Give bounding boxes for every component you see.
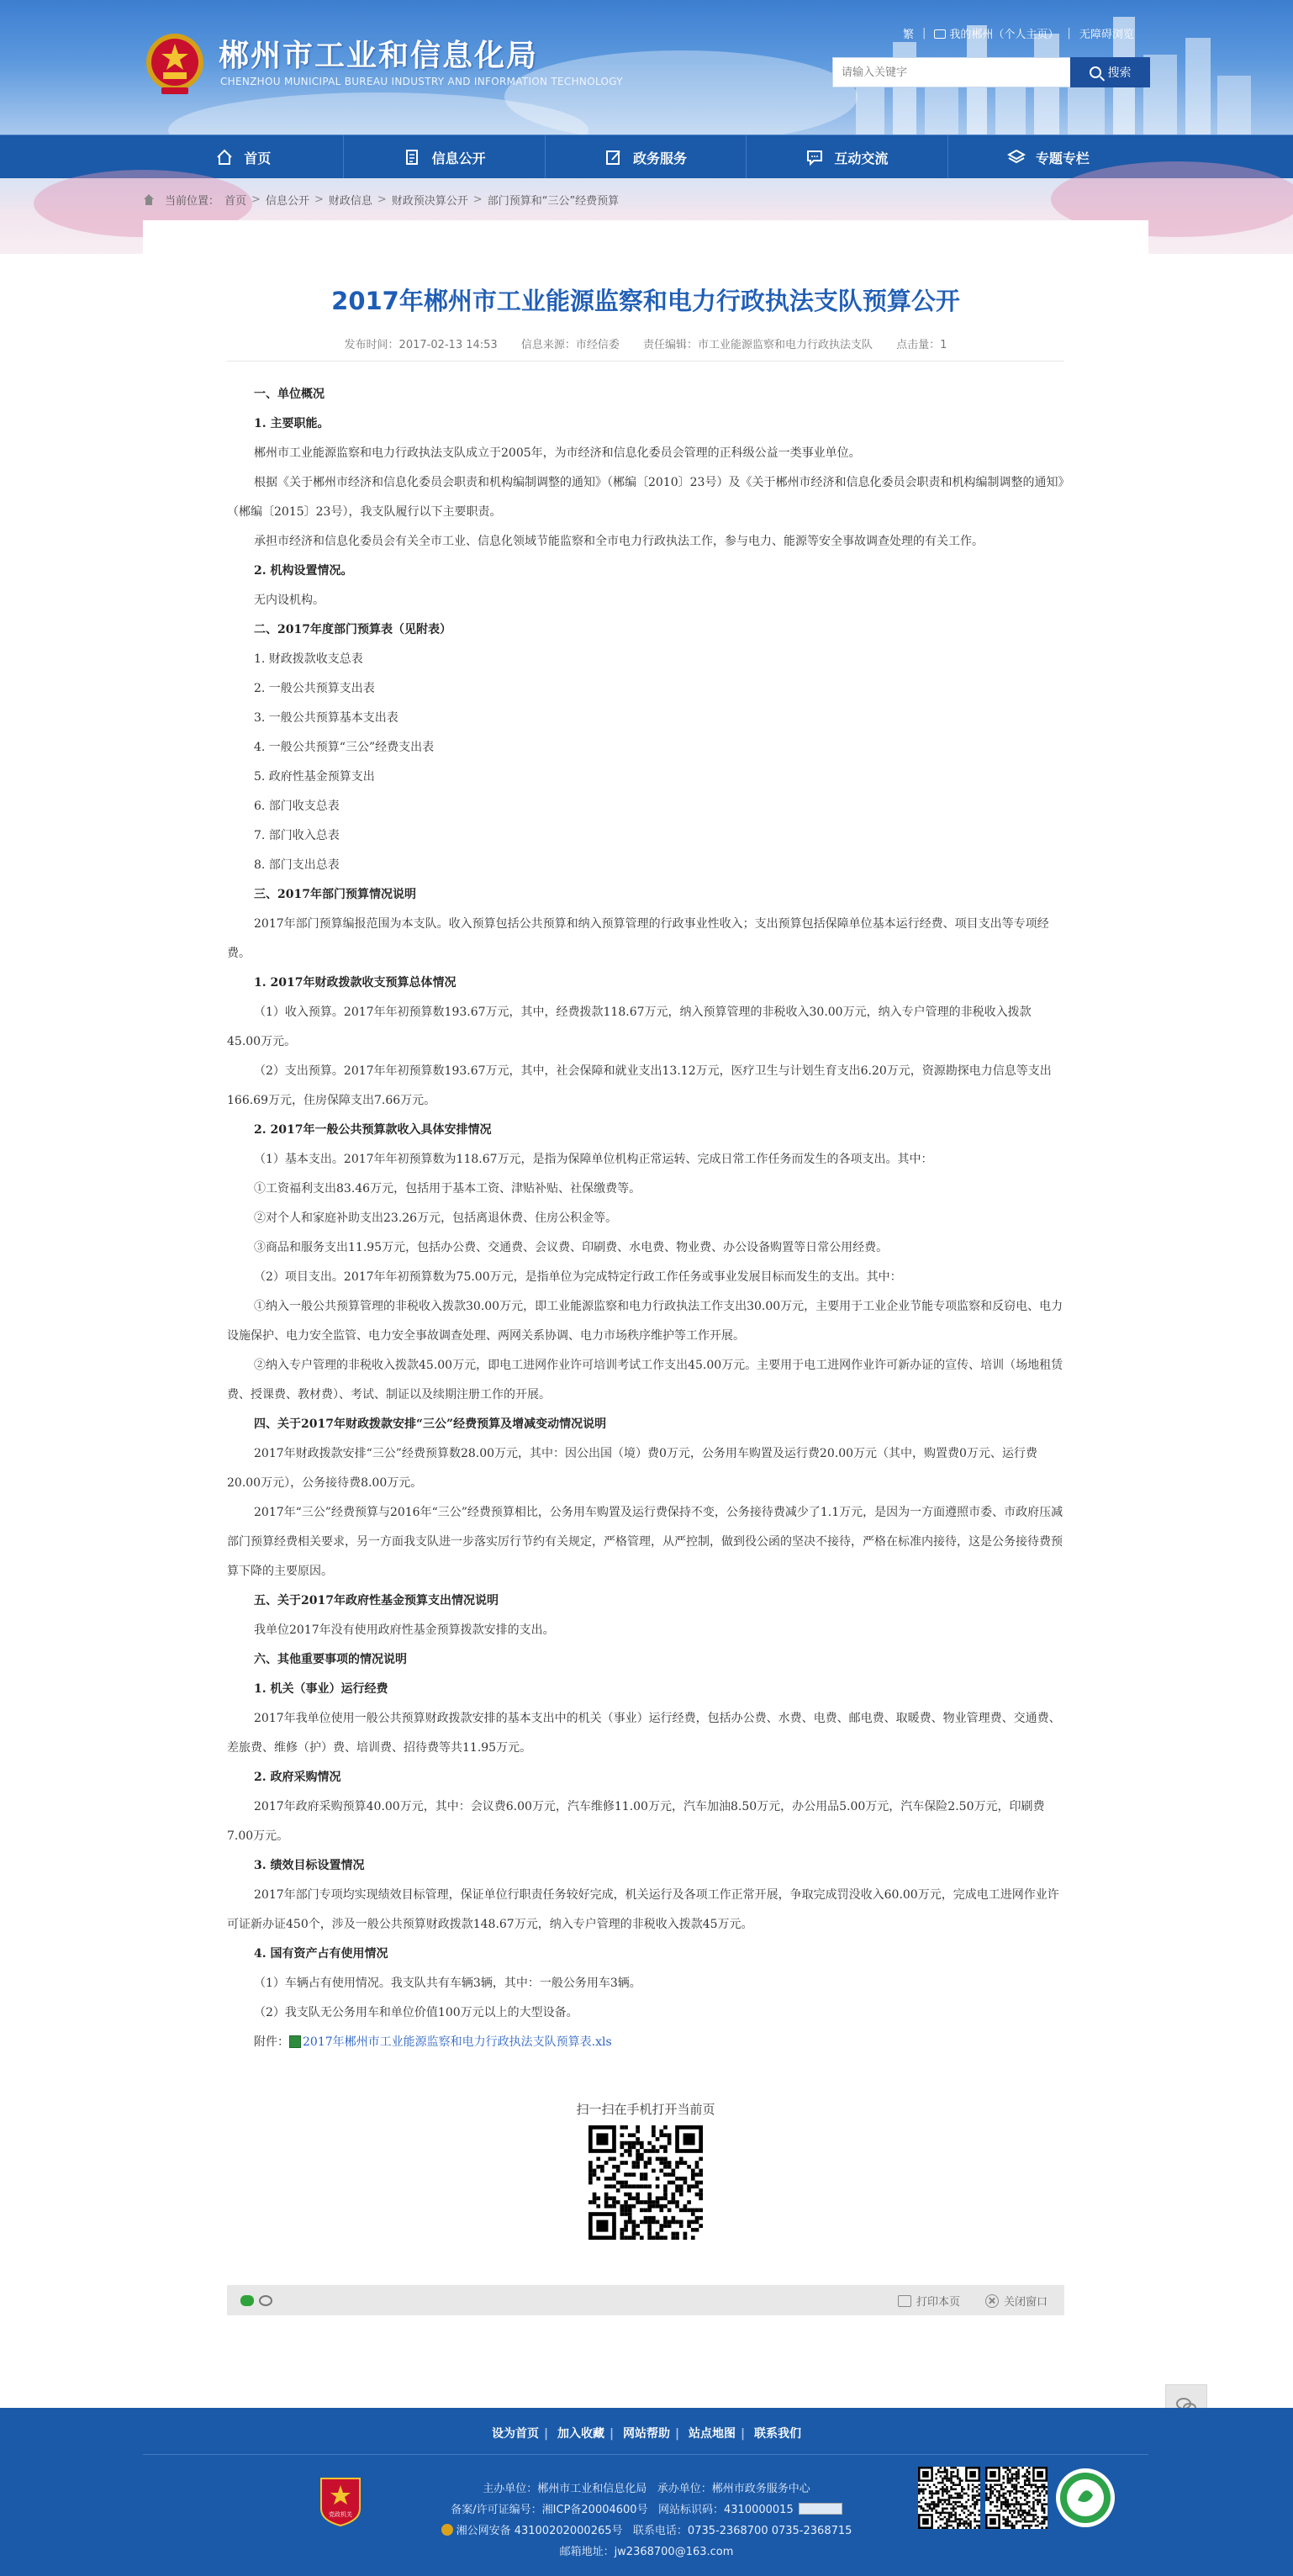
nav-item-info-disclosure[interactable]	[344, 135, 545, 179]
link-separator: |	[922, 27, 926, 40]
share-buttons	[240, 2295, 272, 2306]
body-paragraph: 7. 部门收入总表	[254, 829, 340, 842]
site-code: 网站标识码：4310000015	[658, 2504, 794, 2516]
section-heading: 一、单位概况	[254, 388, 325, 401]
body-paragraph: 郴州市工业能源监察和电力行政执法支队成立于2005年，为市经济和信息化委员会管理的正科级公益一类事业单位。	[254, 446, 861, 460]
breadcrumb-item[interactable]: 信息公开	[265, 195, 309, 208]
organizer-unit: 承办单位：郴州市政务服务中心	[657, 2483, 810, 2495]
article-meta	[143, 335, 1148, 351]
home-icon	[215, 148, 234, 166]
section-heading: 2. 政府采购情况	[254, 1771, 341, 1784]
body-paragraph: 根据《关于郴州市经济和信息化委员会职责和机构编制调整的通知》（郴编〔2010〕23号）及《关于郴州市经济和信息化委员会职责和机构编制调整的通知》（郴编〔2015〕23号），我支队履行以下主要职责。	[227, 476, 1064, 519]
article-toolbar	[227, 2285, 1064, 2315]
body-paragraph: 2017年政府采购预算40.00万元，其中：会议费6.00万元，汽车维修11.00万元，汽车加油8.50万元，办公用品5.00万元，汽车保险2.50万元，印刷费7.00万元。	[227, 1800, 1045, 1843]
body-paragraph: ②纳入专户管理的非税收入拨款45.00万元，即电工进网作业许可培训考试工作支出45.00万元。主要用于电工进网作业许可新办证的宣传、培训（场地租赁费、授课费、教材费）、考试、制证以及续期注册工作的开展。	[227, 1359, 1063, 1401]
nav-item-government-services[interactable]	[546, 135, 747, 179]
site-title[interactable]: 郴州市工业和信息化局	[219, 38, 539, 73]
nav-item-label: 专题专栏	[1035, 150, 1090, 166]
accessibility-link[interactable]: 无障碍浏览	[1079, 29, 1134, 41]
footer-link-set-homepage[interactable]: 设为首页	[492, 2427, 539, 2441]
body-paragraph: ①纳入一般公共预算管理的非税收入拨款30.00万元，即工业能源监察和电力行政执法工作支出30.00万元，主要用于工业企业节能专项监察和反窃电、电力设施保护、电力安全监管、电力安全事故调查处理、两网关系协调、电力市场秩序维护等工作开展。	[227, 1300, 1063, 1343]
section-heading: 三、2017年部门预算情况说明	[254, 888, 416, 901]
body-paragraph: 无内设机构。	[254, 594, 325, 607]
body-paragraph: 2. 一般公共预算支出表	[254, 682, 375, 695]
breadcrumb-item[interactable]: 财政预决算公开	[391, 195, 468, 208]
responsible-editor: 责任编辑：市工业能源监察和电力行政执法支队	[643, 339, 873, 351]
section-heading: 五、关于2017年政府性基金预算支出情况说明	[254, 1594, 499, 1607]
contact-email: 邮箱地址：jw2368700@163.com	[559, 2546, 734, 2558]
click-count: 点击量：1	[896, 339, 947, 351]
toolbar-actions	[898, 2293, 1048, 2309]
footer-divider	[143, 2454, 1148, 2455]
article-card	[143, 220, 1148, 2347]
body-paragraph: 2017年我单位使用一般公共预算财政拨款安排的基本支出中的机关（事业）运行经费，包括办公费、水费、电费、邮电费、取暖费、物业管理费、交通费、差旅费、维修（护）费、培训费、招待费等共11.95万元。	[227, 1712, 1061, 1755]
home-icon	[143, 194, 155, 206]
breadcrumb-separator: >	[251, 193, 261, 206]
footer-qr-code	[918, 2467, 980, 2529]
police-record[interactable]: 湘公网安备 43100202000265号	[456, 2525, 623, 2537]
close-icon	[985, 2294, 999, 2308]
body-paragraph: 2017年部门专项均实现绩效目标管理，保证单位行职责任务较好完成，机关运行及各项工作正常开展，争取完成罚没收入60.00万元，完成电工进网作业许可证新办证450个，涉及一般公共预算财政拨款148.67万元，纳入专户管理的非税收入拨款45万元。	[227, 1888, 1059, 1931]
site-header	[0, 0, 1293, 135]
body-paragraph: 1. 财政拨款收支总表	[254, 652, 363, 666]
article-title: 2017年郴州市工业能源监察和电力行政执法支队预算公开	[331, 287, 960, 315]
body-paragraph: 承担市经济和信息化委员会有关全市工业、信息化领域节能监察和全市电力行政执法工作，参与电力、能源等安全事故调查处理的有关工作。	[254, 535, 984, 548]
body-paragraph: ②对个人和家庭补助支出23.26万元，包括离退休费、住房公积金等。	[254, 1211, 618, 1225]
footer-link-help[interactable]: 网站帮助	[623, 2427, 670, 2441]
excel-file-icon	[289, 2035, 301, 2048]
nav-item-label: 信息公开	[431, 150, 486, 166]
weibo-share-icon[interactable]	[259, 2295, 272, 2306]
national-emblem-logo	[143, 29, 207, 98]
attachment-link[interactable]: 2017年郴州市工业能源监察和电力行政执法支队预算表.xls	[303, 2035, 612, 2049]
edit-icon	[604, 148, 623, 166]
nav-item-label: 首页	[244, 150, 272, 166]
search-button[interactable]	[1070, 57, 1150, 87]
body-paragraph: 2017年财政拨款安排“三公”经费预算数28.00万元，其中：因公出国（境）费0万元，公务用车购置及运行费20.00万元（其中，购置费0万元、运行费20.00万元），公务接待费8.00万元。	[227, 1447, 1037, 1490]
section-heading: 四、关于2017年财政拨款安排“三公”经费预算及增减变动情况说明	[254, 1417, 607, 1431]
close-window-button[interactable]	[985, 2293, 1048, 2309]
section-heading: 二、2017年度部门预算表（见附表）	[254, 623, 451, 636]
body-paragraph: （2）支出预算。2017年年初预算数193.67万元，其中，社会保障和就业支出13.12万元，医疗卫生与计划生育支出6.20万元，资源勘探电力信息等支出166.69万元，住房保障支出7.66万元。	[227, 1064, 1052, 1107]
footer-link-separator: |	[610, 2427, 615, 2441]
footer-link-separator: |	[675, 2427, 680, 2441]
body-paragraph: 4. 一般公共预算“三公”经费支出表	[254, 741, 435, 754]
site-footer	[0, 2408, 1293, 2576]
footer-link-separator: |	[544, 2427, 549, 2441]
my-chenzhou-label: 我的郴州（个人主页）	[949, 29, 1059, 41]
footer-link-contact[interactable]: 联系我们	[754, 2427, 801, 2441]
monitor-icon	[934, 29, 946, 39]
traditional-chinese-link[interactable]: 繁	[903, 29, 915, 41]
article-body	[227, 380, 1064, 2057]
government-site-certification-icon[interactable]	[1054, 2467, 1116, 2529]
nav-item-label: 互动交流	[834, 150, 889, 166]
police-badge-icon	[441, 2524, 453, 2536]
info-source: 信息来源：市经信委	[520, 339, 620, 351]
search-icon	[1090, 66, 1101, 78]
site-subtitle: CHENZHOU MUNICIPAL BUREAU INDUSTRY AND INFORMATION TECHNOLOGY	[220, 76, 623, 87]
layers-icon	[1007, 148, 1026, 166]
body-paragraph: （2）我支队无公务用车和单位价值100万元以上的大型设备。	[254, 2006, 578, 2019]
nav-item-label: 政务服务	[633, 150, 688, 166]
qr-code-caption: 扫一扫在手机打开当前页	[576, 2102, 715, 2117]
body-paragraph: ③商品和服务支出11.95万元，包括办公费、交通费、会议费、印刷费、水电费、物业费、办公设备购置等日常公用经费。	[254, 1241, 889, 1254]
publish-time: 发布时间：2017-02-13 14:53	[344, 339, 498, 351]
print-page-button[interactable]	[898, 2293, 960, 2309]
breadcrumb	[143, 192, 619, 208]
body-paragraph: （2）项目支出。2017年年初预算数为75.00万元，是指单位为完成特定行政工作任务或事业发展目标而发生的支出。其中：	[254, 1270, 902, 1284]
section-heading: 3. 绩效目标设置情况	[254, 1859, 365, 1872]
contact-phone: 联系电话：0735-2368700 0735-2368715	[632, 2525, 852, 2537]
top-utility-links	[903, 25, 1134, 41]
chat-icon	[805, 148, 824, 166]
section-heading: 2. 2017年一般公共预算款收入具体安排情况	[254, 1123, 492, 1137]
body-paragraph: （1）基本支出。2017年年初预算数为118.67万元，是指为保障单位机构正常运转、完成日常工作任务而发生的各项支出。其中：	[254, 1153, 933, 1166]
attachment-line	[227, 2028, 1064, 2057]
document-icon	[404, 148, 422, 166]
body-paragraph: 2017年部门预算编报范围为本支队。收入预算包括公共预算和纳入预算管理的行政事业性收入；支出预算包括保障单位基本运行经费、项目支出等专项经费。	[227, 917, 1049, 960]
attachment-label: 附件：	[254, 2035, 289, 2049]
section-heading: 六、其他重要事项的情况说明	[254, 1653, 407, 1666]
breadcrumb-separator: >	[314, 193, 324, 206]
breadcrumb-separator: >	[472, 193, 483, 206]
body-paragraph: ①工资福利支出83.46万元，包括用于基本工资、津贴补贴、社保缴费等。	[254, 1182, 641, 1196]
breadcrumb-separator: >	[377, 193, 387, 206]
footer-links	[0, 2425, 1293, 2441]
breadcrumb-item[interactable]: 部门预算和“三公”经费预算	[487, 195, 620, 208]
nav-item-interaction[interactable]	[747, 135, 947, 179]
section-heading: 4. 国有资产占有使用情况	[254, 1947, 388, 1961]
page-qr-code	[588, 2125, 703, 2240]
body-paragraph: 3. 一般公共预算基本支出表	[254, 711, 398, 725]
breadcrumb-item[interactable]: 财政信息	[328, 195, 372, 208]
section-heading: 1. 主要职能。	[254, 417, 330, 430]
search-button-label: 搜索	[1107, 66, 1132, 80]
body-paragraph: 我单位2017年没有使用政府性基金预算拨款安排的支出。	[254, 1623, 555, 1637]
body-paragraph: 8. 部门支出总表	[254, 858, 340, 872]
footer-link-separator: |	[741, 2427, 746, 2441]
close-label: 关闭窗口	[1003, 2296, 1048, 2309]
section-heading: 1. 2017年财政拨款收支预算总体情况	[254, 976, 457, 990]
cnnic-badge-icon[interactable]	[799, 2503, 842, 2515]
host-unit: 主办单位：郴州市工业和信息化局	[483, 2483, 647, 2495]
meta-divider	[227, 361, 1064, 362]
icp-number[interactable]: 备案/许可证编号：湘ICP备20004600号	[451, 2504, 648, 2516]
my-chenzhou-link[interactable]	[934, 25, 1058, 41]
printer-icon	[898, 2295, 911, 2307]
body-paragraph: （1）车辆占有使用情况。我支队共有车辆3辆，其中：一般公务用车3辆。	[254, 1977, 641, 1990]
breadcrumb-prefix: 当前位置：	[165, 195, 220, 208]
section-heading: 1. 机关（事业）运行经费	[254, 1682, 388, 1696]
wechat-share-icon[interactable]	[240, 2295, 254, 2306]
breadcrumb-item[interactable]: 首页	[224, 195, 247, 208]
footer-qr-code	[985, 2467, 1048, 2529]
badge-caption: 党政机关	[329, 2511, 352, 2518]
body-paragraph: （1）收入预算。2017年年初预算数193.67万元，其中，经费拨款118.67万元，纳入预算管理的非税收入30.00万元，纳入专户管理的非税收入拨款45.00万元。	[227, 1006, 1032, 1048]
link-separator: |	[1067, 27, 1071, 40]
search-input[interactable]	[832, 57, 1072, 87]
body-paragraph: 6. 部门收支总表	[254, 800, 340, 813]
print-label: 打印本页	[916, 2296, 960, 2309]
body-paragraph: 5. 政府性基金预算支出	[254, 770, 375, 784]
footer-link-add-favorite[interactable]: 加入收藏	[557, 2427, 604, 2441]
footer-link-sitemap[interactable]: 站点地图	[689, 2427, 736, 2441]
body-paragraph: 2017年“三公”经费预算与2016年“三公”经费预算相比，公务用车购置及运行费保持不变，公务接待费减少了1.1万元，是因为一方面遵照市委、市政府压减部门预算经费相关要求，另一方面我支队进一步落实厉行节约有关规定，严格管理，从严控制，做到役公函的坚决不接待，严格在标准内接待，这是公务接待费预算下降的主要原因。	[227, 1506, 1063, 1578]
section-heading: 2. 机构设置情况。	[254, 564, 353, 578]
